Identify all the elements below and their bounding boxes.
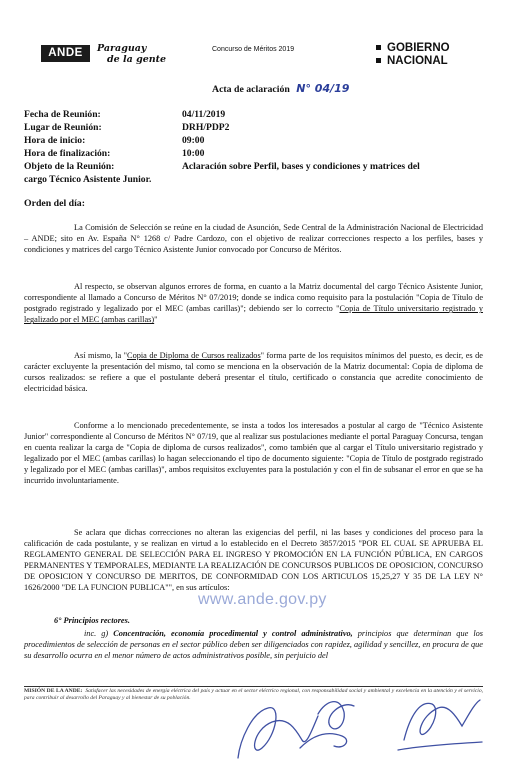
inicio-label: Hora de inicio:	[24, 135, 86, 146]
fin-value: 10:00	[182, 148, 205, 159]
fecha-label: Fecha de Reunión:	[24, 109, 101, 120]
contest-label: Concurso de Méritos 2019	[212, 46, 295, 53]
gov-line-2: NACIONAL	[387, 55, 448, 67]
ande-logo: ANDE	[41, 45, 90, 62]
fecha-value: 04/11/2019	[182, 109, 226, 120]
signature-middle	[318, 702, 354, 729]
lugar-label: Lugar de Reunión:	[24, 122, 102, 133]
gov-line-1: GOBIERNO	[387, 42, 450, 54]
paragraph-5: Se aclara que dichas correcciones no alteran las exigencias del perfil, ni las bases y condiciones del proceso para la calificación de cada postulante, y se realizan en virtud a lo establecido en el Decreto 3857/2015 "POR EL CUAL SE APRUEBA EL REGLAMENTO GENERAL DE SELECCIÓN PARA EL INGRESO Y PROMOCIÓN EN LA FUNCIÓN PÚBLICA, EN CARGOS PERMANENTES Y TEMPORALES, MEDIANTE LA REALIZACIÓN DE CONCURSOS PUBLICOS DE OPOSICION, CONCURSO DE OPOSICION Y CONCURSO DE MERITOS, DE CONFORMIDAD CON LOS ARTICULOS 15,25,27 Y 35 DE LA LEY N° 1626/2000 "DE LA FUNCION PUBLICA"", en sus artículos:	[24, 528, 483, 593]
signature-left-flourish	[300, 734, 347, 748]
logo-line-2: de la gente	[107, 54, 167, 65]
signature-right	[404, 700, 480, 740]
paragraph-1: La Comisión de Selección se reúne en la ciudad de Asunción, Sede Central de la Administración Nacional de Electricidad – ANDE; sito en Av. España N° 1268 c/ Padre Cardozo, con el objetivo de realizar correcciones respecto a los perfiles, bases y condiciones y matrices del cargo Técnico Asistente Junior convocado por Concurso de Méritos.	[24, 223, 483, 255]
inciso-g: inc. g) Concentración, economía procedimental y control administrativo, principios que determinan que los procedimientos de selección de personas en el sector público deben ser diligenciados con rapidez, agilidad y sencillez, en procura de que su desarrollo ocurra en el menor número de actos administrativos posible, sin perjuicio del	[24, 629, 483, 661]
logo-line-1: Paraguay	[97, 43, 147, 54]
paragraph-3: Así mismo, la "Copia de Diploma de Cursos realizados" forma parte de los requisitos mínimos del puesto, es decir, es de carácter excluyente la presentación del mismo, tal como se menciona en la observación de la Matriz documental: Copia de diploma de cursos realizados: se refiere a que el postulante deberá presentar el título, certificado o constancia que acredite conocimiento de electricidad básica.	[24, 351, 483, 394]
signature-left	[238, 708, 318, 758]
handwritten-number: N° 04/19	[296, 82, 350, 95]
footer-label: MISIÓN DE LA ANDE:	[24, 688, 83, 694]
title-text: Acta de aclaración	[212, 84, 290, 95]
lugar-value: DRH/PDP2	[182, 122, 230, 133]
inicio-value: 09:00	[182, 135, 205, 146]
objeto-continuation: cargo Técnico Asistente Junior.	[24, 174, 152, 185]
underlined-diploma-requirement: Copia de Diploma de Cursos realizados	[127, 351, 261, 360]
paragraph-2: Al respecto, se observan algunos errores de forma, en cuanto a la Matriz documental del cargo Técnico Asistente Junior, correspondiente al llamado a Concurso de Méritos N° 07/2019; donde se indica como requisito para la postulación "Copia de Título de postgrado registrado y legalizado por el MEC (ambas carillas)"; debiendo ser lo correcto "Copia de Título universitario registrado y legalizado por el MEC (ambas carillas)"	[24, 282, 483, 325]
orden-del-dia-title: Orden del día:	[24, 198, 85, 209]
signature-right-underline	[398, 742, 482, 750]
watermark-url: www.ande.gov.py	[198, 591, 327, 608]
footer-mission: MISIÓN DE LA ANDE: Satisfacer las necesidades de energía eléctrica del país y actuar en el sector eléctrico regional, con responsabilidad social y ambiental y excelencia en la atención y el servicio, para contribuir al desarrollo del Paraguay y al bienestar de su población.	[24, 688, 484, 702]
objeto-value: Aclaración sobre Perfil, bases y condiciones y matrices del	[182, 161, 420, 172]
underlined-title-requirement: Copia de Título universitario registrado y legalizado por el MEC (ambas carillas)	[24, 304, 483, 325]
fin-label: Hora de finalización:	[24, 148, 111, 159]
objeto-label: Objeto de la Reunión:	[24, 161, 115, 172]
paragraph-4: Conforme a lo mencionado precedentemente, se insta a todos los interesados a postular al cargo de "Técnico Asistente Junior" correspondiente al Concurso de Méritos N° 07/19, que al realizar sus postulaciones mediante el portal Paraguay Concursa, tengan en cuenta realizar la carga de "Copia de diploma de cursos realizados", como también que al cargar el Título universitario registrado y legalizado por el MEC (ambas carillas) lo hagan seleccionando el tipo de documento siguiente: "Copia de Título de postgrado registrado y legalizado por el MEC (ambas carillas)", ambos requisitos excluyentes para la postulación y con el fin de subsanar el error en que se ha incurrido involuntariamente.	[24, 421, 483, 486]
principios-rectores: 6° Principios rectores.	[54, 616, 130, 625]
